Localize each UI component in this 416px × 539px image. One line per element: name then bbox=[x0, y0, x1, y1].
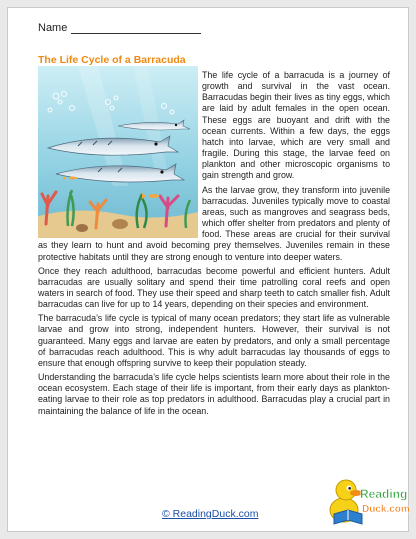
paragraph-4: The barracuda’s life cycle is typical of many ocean predators; they start life as vulnerable larvae and grow into strong, independent hunters. However, their survival is not guaranteed. Many eggs and larvae are eaten by predators, and only a small percentage of barracudas reach adulthood. This is why adult barracudas lay thousands of eggs to ensure that enough offspring survive to keep their population steady. bbox=[38, 313, 390, 368]
name-row bbox=[38, 22, 201, 34]
name-line bbox=[71, 23, 201, 34]
copyright-link[interactable]: © ReadingDuck.com bbox=[162, 508, 259, 520]
paragraph-2: As the larvae grow, they transform into juvenile barracudas. Juveniles typically move to coastal areas, such as mangroves and seagrass beds, which offer shelter from predators and plenty of food. These areas are crucial for their survival as they learn to hunt and avoid becoming prey themselves. Juveniles remain in these protective habitats until they are strong enough to venture into deeper waters. bbox=[38, 184, 390, 262]
paragraph-1: The life cycle of a barracuda is a journey of growth and survival in the vast ocean. Barracudas begin their lives as tiny eggs, which are laid by adult females in the open ocean. These eggs are buoyant and drift with the ocean currents. Within a few days, the eggs hatch into larvae, which are very small and fragile. During this stage, the larvae feed on plankton and other microscopic organisms to gain strength and grow. bbox=[202, 70, 390, 181]
paragraph-3: Once they reach adulthood, barracudas become powerful and efficient hunters. Adult barracudas are usually solitary and spend their time patrolling coral reefs and open waters in search of food. They use their speed and sharp teeth to catch smaller fish. Adult barracudas can live for up to 14 years, depending on their species and environment. bbox=[38, 265, 390, 310]
paragraph-5: Understanding the barracuda’s life cycle helps scientists learn more about their role in the ocean ecosystem. Each stage of their life is important, from their early days as plankton-eating larvae to their role as top predators in adulthood. Barracudas play a crucial part in maintaining the balance of life in the ocean. bbox=[38, 372, 390, 416]
article-body bbox=[38, 70, 390, 420]
logo-text-duck: Duck.com bbox=[362, 504, 410, 515]
worksheet-page bbox=[8, 8, 408, 531]
name-label: Name bbox=[38, 22, 68, 34]
logo-text-reading: Reading bbox=[360, 487, 408, 501]
image-spacer bbox=[38, 70, 202, 240]
reading-duck-logo bbox=[326, 470, 410, 526]
article-title: The Life Cycle of a Barracuda bbox=[38, 54, 186, 66]
